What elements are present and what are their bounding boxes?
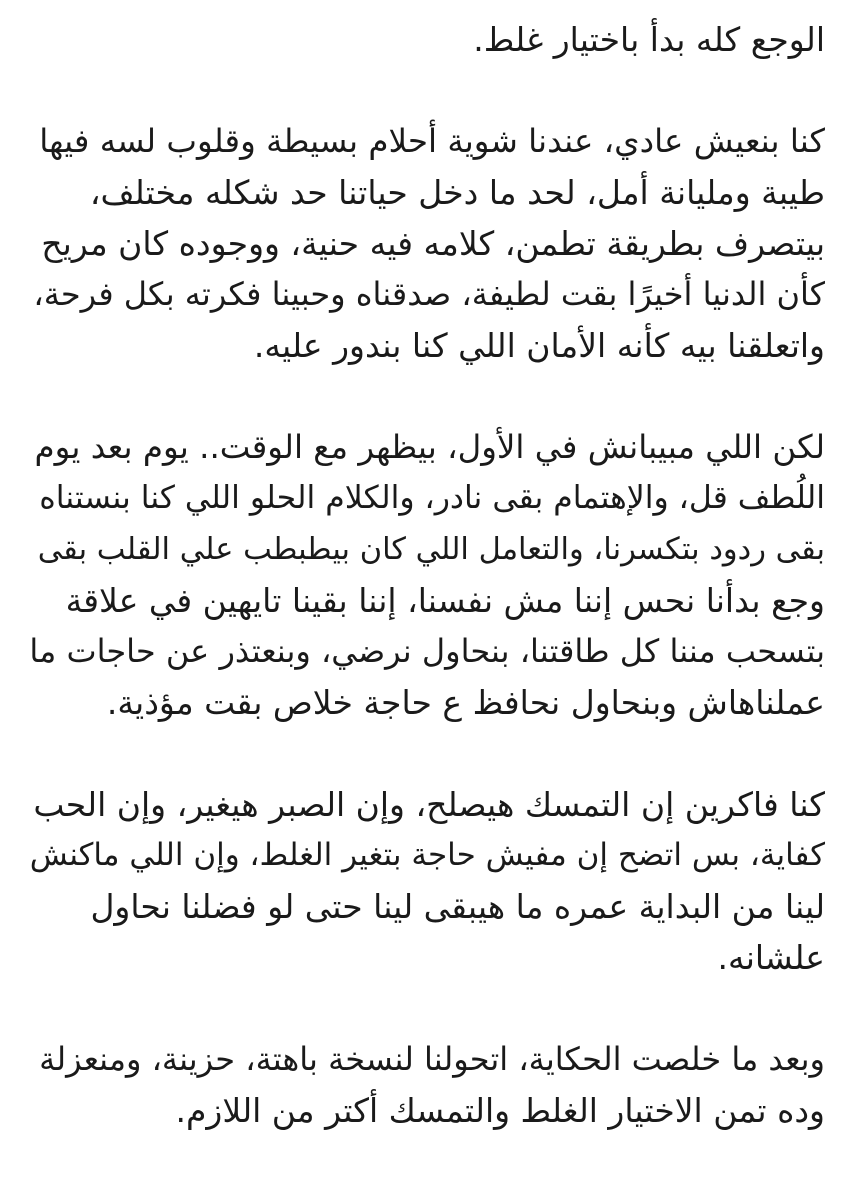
paragraph-change: [28, 422, 825, 728]
text-line: وبعد ما خلصت الحكاية، اتحولنا لنسخة باهتة، حزينة، ومنعزلة: [39, 1040, 825, 1078]
text-line: وده تمن الاختيار الغلط والتمسك أكتر من اللازم.: [175, 1091, 825, 1130]
text-line: اللُطف قل، والإهتمام بقى نادر، والكلام الحلو اللي كنا بنستناه: [39, 480, 825, 516]
paragraph-beginning: [28, 116, 825, 371]
paragraph-opening: [28, 14, 825, 65]
text-line: الوجع كله بدأ باختيار غلط.: [473, 20, 825, 59]
text-line: عملناهاش وبنحاول نحافظ ع حاجة خلاص بقت مؤذية.: [106, 683, 825, 722]
paragraph-realization: [28, 779, 825, 983]
text-line: وجع بدأنا نحس إننا مش نفسنا، إننا بقينا تايهين في علاقة: [65, 581, 825, 620]
text-line: بيتصرف بطريقة تطمن، كلامه فيه حنية، ووجوده كان مريح: [41, 224, 825, 263]
text-line: لكن اللي مبيبانش في الأول، بيظهر مع الوقت.. يوم بعد يوم: [34, 428, 825, 466]
text-line: بتسحب مننا كل طاقتنا، بنحاول نرضي، وبنعتذر عن حاجات ما: [29, 632, 825, 670]
text-line: طيبة ومليانة أمل، لحد ما دخل حياتنا حد شكله مختلف،: [89, 173, 825, 212]
text-line: كنا بنعيش عادي، عندنا شوية أحلام بسيطة وقلوب لسه فيها: [39, 122, 825, 160]
text-line: بقى ردود بتكسرنا، والتعامل اللي كان بيطبطب علي القلب بقى: [37, 532, 825, 567]
text-line: كفاية، بس اتضح إن مفيش حاجة بتغير الغلط، وإن اللي ماكنش: [29, 837, 825, 873]
text-line: كنا فاكرين إن التمسك هيصلح، وإن الصبر هيغير، وإن الحب: [33, 785, 825, 824]
paragraph-ending: [28, 1034, 825, 1136]
text-line: علشانه.: [717, 938, 825, 977]
text-line: لينا من البداية عمره ما هيبقى لينا حتى لو فضلنا نحاول: [90, 887, 825, 926]
text-line: كأن الدنيا أخيرًا بقت لطيفة، صدقناه وحبينا فكرته بكل فرحة،: [33, 275, 825, 313]
text-line: واتعلقنا بيه كأنه الأمان اللي كنا بندور عليه.: [253, 326, 825, 365]
